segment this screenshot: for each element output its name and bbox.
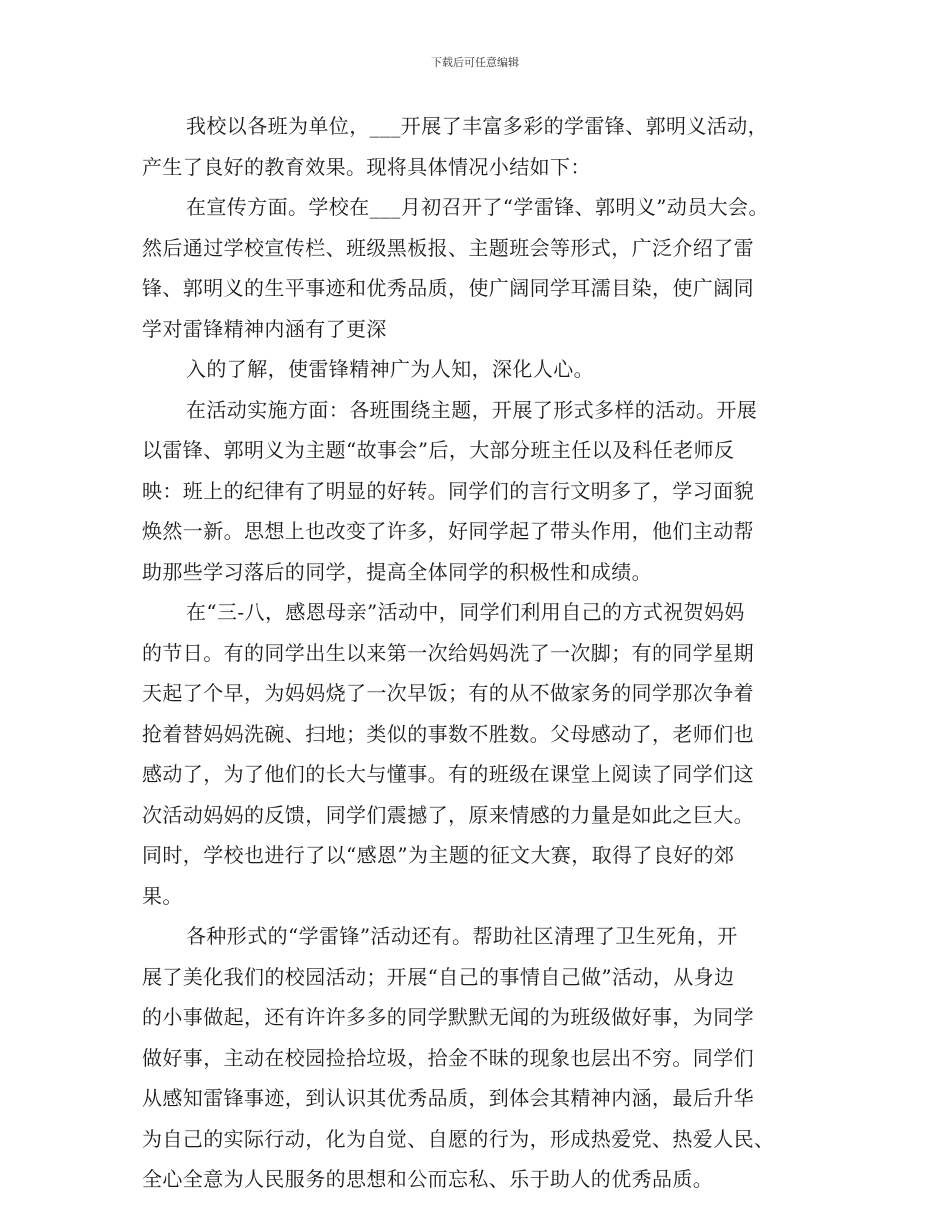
paragraph-implementation [142,390,822,593]
text-line: 全心全意为人民服务的思想和公而忘私、乐于助人的优秀品质。 [142,1167,714,1191]
text-line: 学对雷锋精神内涵有了更深 [142,316,387,341]
paragraph-publicity [142,187,822,349]
paragraph-mothers-day [142,592,822,916]
paragraph-activities [142,916,822,1200]
text-line: 入的了解，使雷锋精神广为人知，深化人心。 [186,357,594,381]
text-line: 在活动实施方面：各班围绕主题，开展了形式多样的活动。开展 [186,397,758,422]
text-line: 在“三-八，感恩母亲”活动中，同学们利用自己的方式祝贺妈妈 [186,600,745,624]
text-line: 果。 [142,883,183,908]
text-line: 次活动妈妈的反馈，同学们震撼了，原来情感的力量是如此之巨大。 [142,802,754,827]
text-line: 映：班上的纪律有了明显的好转。同学们的言行文明多了，学习面貌 [142,478,754,503]
text-line: 助那些学习落后的同学，提高全体同学的积极性和成绩。 [142,559,652,584]
text-line: 以雷锋、郭明义为主题“故事会”后，大部分班主任以及科任老师反 [142,438,735,462]
paragraph-understanding [142,349,822,390]
text-line: 从感知雷锋事迹，到认识其优秀品质，到体会其精神内涵，最后升华 [142,1086,754,1110]
text-line: 焕然一新。思想上也改变了许多，好同学起了带头作用，他们主动帮 [142,519,754,543]
paragraph-intro [142,106,822,187]
text-line: 产生了良好的教育效果。现将具体情况小结如下： [142,154,591,179]
text-line: 各种形式的“学雷锋”活动还有。帮助社区清理了卫生死角，开 [186,924,738,948]
document-body [142,106,822,1200]
text-line: 感动了，为了他们的长大与懂事。有的班级在课堂上阅读了同学们这 [142,762,754,786]
text-line: 为自己的实际行动，化为自觉、自愿的行为，形成热爱党、热爱人民、 [142,1126,775,1151]
text-line: 的节日。有的同学出生以来第一次给妈妈洗了一次脚；有的同学星期 [142,640,754,665]
text-line: 同时，学校也进行了以“感恩”为主题的征文大赛，取得了良好的郊 [142,843,735,867]
text-line: 天起了个早，为妈妈烧了一次早饭；有的从不做家务的同学那次争着 [142,681,754,705]
text-line: 展了美化我们的校园活动；开展“自己的事情自己做”活动，从身边 [142,964,735,989]
text-line: 锋、郭明义的生平事迹和优秀品质，使广阔同学耳濡目染，使广阔同 [142,276,754,300]
text-line: 的小事做起，还有许许多多的同学默默无闻的为班级做好事，为同学 [142,1005,754,1029]
page-header: 下载后可任意编辑 [431,56,519,69]
text-line: 做好事，主动在校园捡拾垃圾，拾金不昧的现象也层出不穷。同学们 [142,1045,754,1070]
text-line: 在宣传方面。学校在___月初召开了“学雷锋、郭明义”动员大会。 [186,195,769,219]
text-line: 然后通过学校宣传栏、班级黑板报、主题班会等形式，广泛介绍了雷 [142,235,754,260]
text-line: 抢着替妈妈洗碗、扫地；类似的事数不胜数。父母感动了，老师们也 [142,721,754,746]
text-line: 我校以各班为单位，___开展了丰富多彩的学雷锋、郭明义活动， [186,114,768,138]
